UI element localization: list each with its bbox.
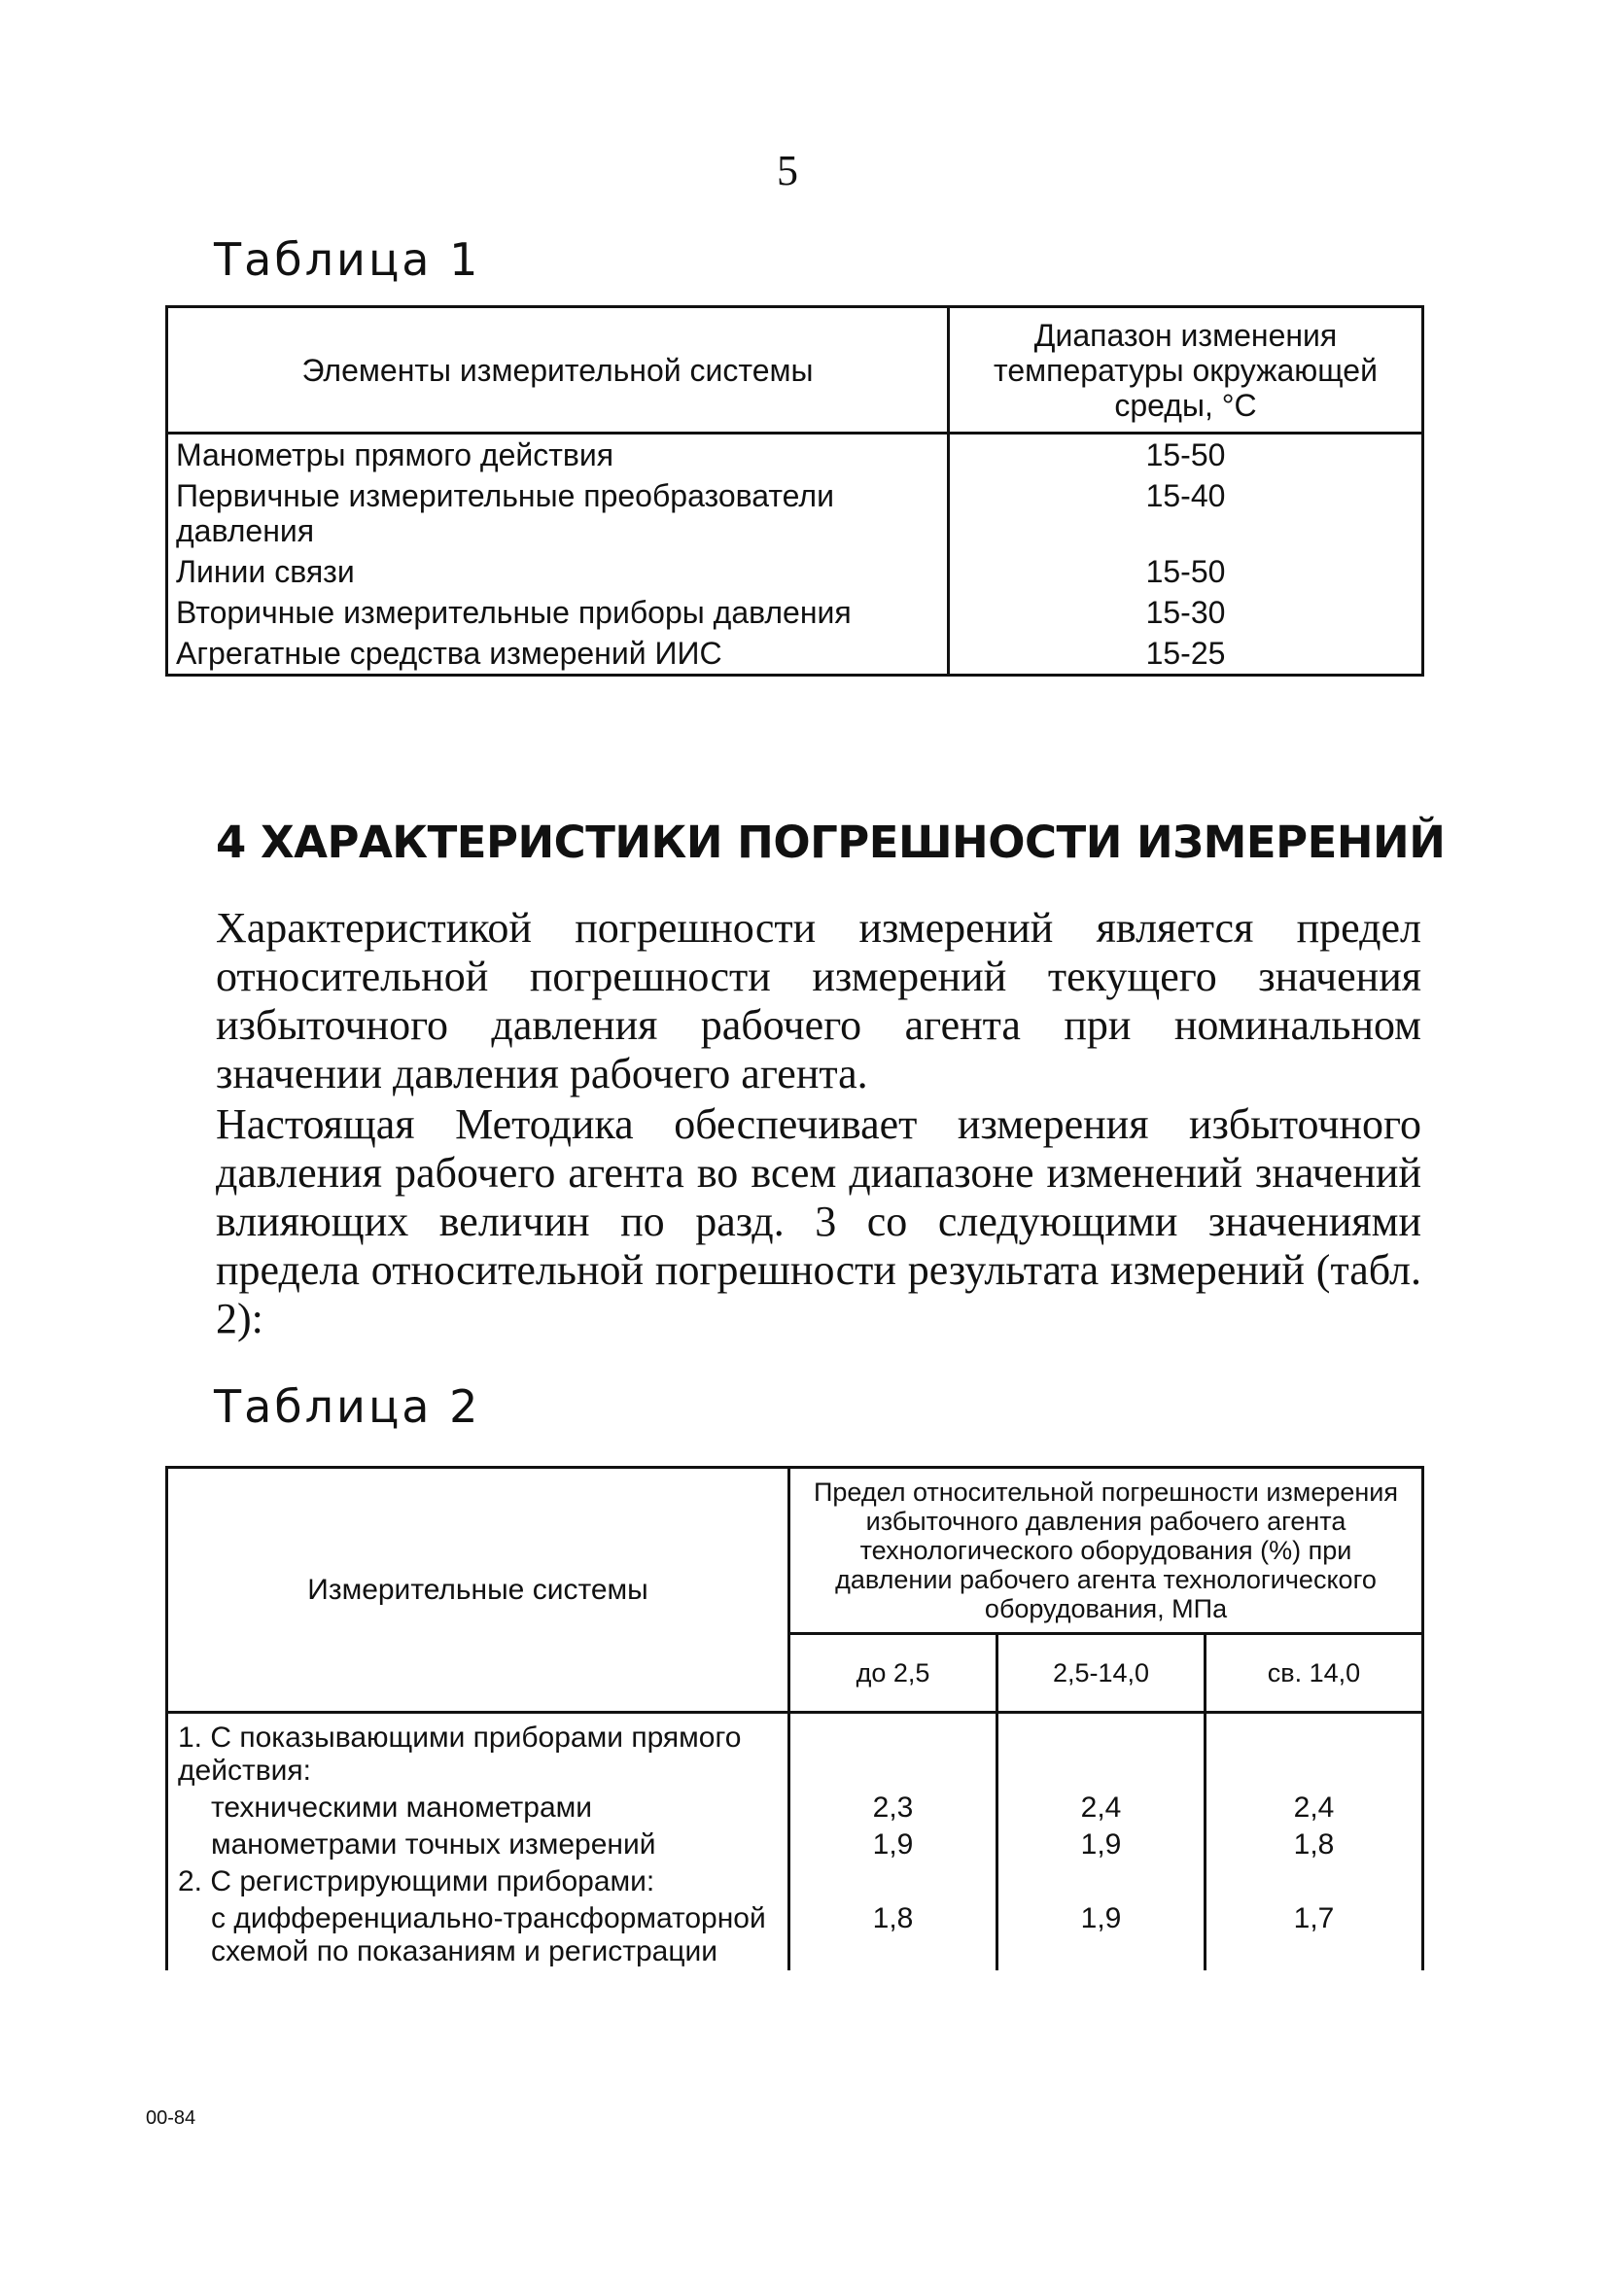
table1-header-elements: Элементы измерительной системы [167,307,949,434]
table2-system-cell: манометрами точных измерений [167,1826,789,1863]
table2-value-cell [1206,1713,1423,1791]
table1-header-range: Диапазон изменения температуры окружающей среды, °С [949,307,1423,434]
table2-value-cell: 1,8 [1206,1826,1423,1863]
table1-caption: Таблица 1 [214,233,481,286]
table2-value-cell: 1,9 [997,1900,1206,1970]
table-row [167,1863,1423,1900]
table2-value-cell [789,1713,997,1791]
paragraph-1: Характеристикой погрешности измерений является предел относительной погрешности измерений текущего значения избыточного давления рабочего агента при номинальном значении давления рабочего агента. [216,904,1421,1097]
table-row [167,1790,1423,1826]
table2-system-cell: с дифференциально-трансформаторной схемой по показаниям и регистрации [167,1900,789,1970]
table1-range-cell: 15-50 [949,551,1423,592]
table-row [167,592,1423,633]
table2-value-cell [997,1713,1206,1791]
table2-value-cell [789,1863,997,1900]
table2 [165,1466,1424,1970]
table2-value-cell: 1,8 [789,1900,997,1970]
table1-range-cell: 15-50 [949,434,1423,476]
page-number: 5 [777,147,798,194]
table2-system-cell: техническими манометрами [167,1790,789,1826]
table2-col-upto-2-5: до 2,5 [789,1634,997,1713]
table2-header-limit: Предел относительной погрешности измерения избыточного давления рабочего агента технологического оборудования (%) при давлении рабочего агента технологического оборудования, МПа [789,1468,1423,1634]
table1-element-cell: Первичные измерительные преобразователи давления [167,475,949,551]
table1 [165,305,1424,677]
table2-value-cell [1206,1863,1423,1900]
table2-value-cell: 2,4 [997,1790,1206,1826]
table-row [167,434,1423,476]
table2-caption: Таблица 2 [214,1380,481,1433]
table1-element-cell: Линии связи [167,551,949,592]
section-heading: 4 ХАРАКТЕРИСТИКИ ПОГРЕШНОСТИ ИЗМЕРЕНИЙ [216,817,1446,868]
table2-value-cell: 1,9 [789,1826,997,1863]
table2-value-cell: 2,3 [789,1790,997,1826]
table2-value-cell: 1,7 [1206,1900,1423,1970]
table1-range-cell: 15-25 [949,633,1423,676]
table-row [167,475,1423,551]
table1-element-cell: Агрегатные средства измерений ИИС [167,633,949,676]
table2-system-cell: 2. С регистрирующими приборами: [167,1863,789,1900]
table1-element-cell: Манометры прямого действия [167,434,949,476]
table2-col-2-5-14: 2,5-14,0 [997,1634,1206,1713]
table2-value-cell: 2,4 [1206,1790,1423,1826]
table-row [167,1826,1423,1863]
table-row [167,633,1423,676]
table-row [167,1900,1423,1970]
table2-value-cell [997,1863,1206,1900]
table2-system-cell: 1. С показывающими приборами прямого действия: [167,1713,789,1791]
table1-range-cell: 15-30 [949,592,1423,633]
table-row [167,551,1423,592]
footer-code: 00-84 [146,2107,196,2129]
table1-element-cell: Вторичные измерительные приборы давления [167,592,949,633]
table-row [167,1713,1423,1791]
table2-header-systems: Измерительные системы [167,1468,789,1713]
table1-range-cell: 15-40 [949,475,1423,551]
table2-value-cell: 1,9 [997,1826,1206,1863]
paragraph-2: Настоящая Методика обеспечивает измерения избыточного давления рабочего агента во всем диапазоне изменений значений влияющих величин по разд. 3 со следующими значениями предела относительной погрешности результата измерений (табл. 2): [216,1100,1421,1342]
table2-col-over-14: св. 14,0 [1206,1634,1423,1713]
